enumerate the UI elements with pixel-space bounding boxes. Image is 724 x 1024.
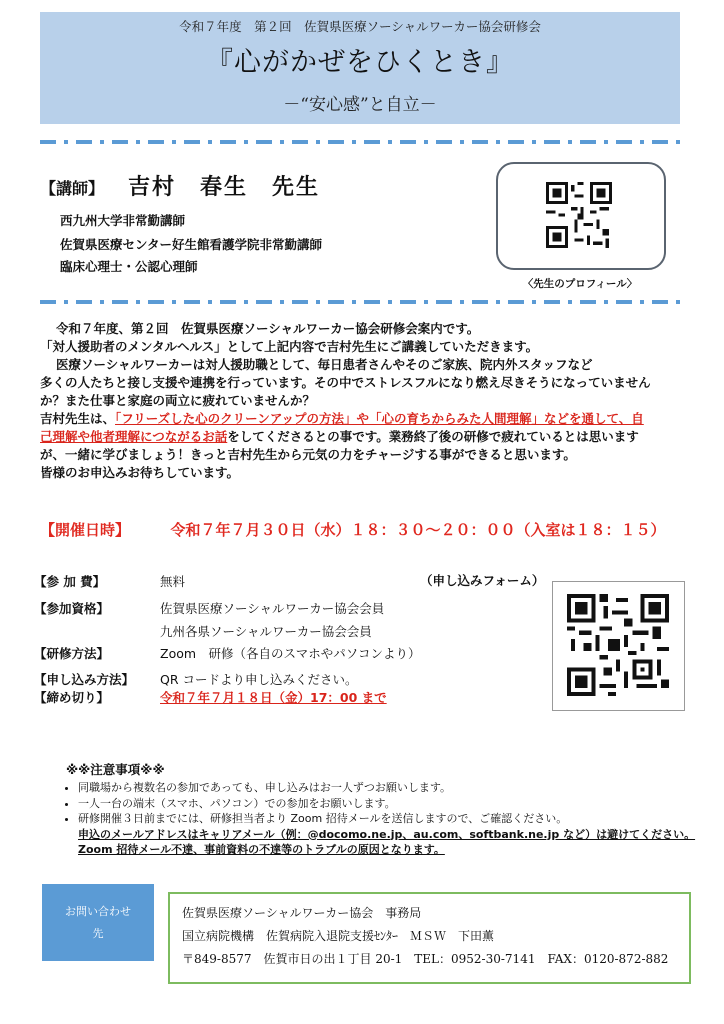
lecturer-label: 【講師】 bbox=[40, 179, 105, 198]
intro-line bbox=[40, 410, 700, 428]
header-tagline: －“安心感”と自立－ bbox=[283, 95, 437, 115]
notes-list bbox=[60, 780, 718, 858]
page-title: 『心がかぜをひくとき』 bbox=[206, 47, 514, 78]
application-form-qr-frame bbox=[552, 581, 685, 711]
intro-text: をしてくださるとの事です。業務終了後の研修で疲れているとは思います bbox=[227, 429, 639, 444]
intro-line: 医療ソーシャルワーカーは対人援助職として、毎日患者さんやそのご家族、院内外スタッフなど bbox=[56, 357, 593, 372]
intro-line bbox=[40, 428, 700, 446]
profile-qr-code[interactable] bbox=[546, 182, 612, 248]
qualification-label: 【参加資格】 bbox=[34, 601, 110, 616]
profile-qr-frame bbox=[496, 162, 666, 270]
intro-line: か？また仕事と家庭の両立に疲れていませんか？ bbox=[40, 393, 316, 408]
deadline-value: 令和７年７月１８日（金）17：00 まで bbox=[160, 690, 387, 705]
intro-highlight: 「フリーズした心のクリーンアップの方法」や「心の育ちからみた人間理解」などを通して、自 bbox=[115, 411, 644, 426]
intro-paragraph bbox=[40, 320, 700, 482]
deadline-label: 【締め切り】 bbox=[34, 690, 110, 705]
list-item bbox=[78, 811, 718, 858]
dotted-divider-top bbox=[40, 140, 680, 144]
lecturer-name: 吉村 春生 先生 bbox=[128, 175, 321, 200]
note-emphasis: 申込のメールアドレスはキャリアメール（例：@docomo.ne.jp、au.com、softbank.ne.jp など）は避けてください。Zoom 招待メール不達、事前資料の不達等のトラブルの原因となります。 bbox=[78, 827, 696, 856]
lecturer-role-1: 西九州大学非常勤講師 bbox=[60, 213, 186, 228]
event-date-label: 【開催日時】 bbox=[40, 521, 131, 539]
notes-title: ※※注意事項※※ bbox=[66, 762, 165, 777]
lecturer-role-3: 臨床心理士・公認心理師 bbox=[60, 259, 198, 274]
event-date-value: 令和７年７月３０日（水）１８：３０〜２０：００（入室は１８：１５） bbox=[170, 521, 666, 539]
method-label: 【研修方法】 bbox=[34, 646, 110, 661]
form-label: （申し込みフォーム） bbox=[420, 573, 545, 588]
qualification-value-2: 九州各県ソーシャルワーカー協会会員 bbox=[160, 624, 372, 639]
intro-line: 多くの人たちと接し支援や連携を行っています。その中でストレスフルになり燃え尽きそうになっていません bbox=[40, 375, 651, 390]
intro-line: 「対人援助者のメンタルヘルス」として上記内容で吉村先生にご講義していただきます。 bbox=[40, 339, 539, 354]
intro-text: 吉村先生は、 bbox=[40, 411, 116, 426]
intro-line: 皆様のお申込みお待ちしています。 bbox=[40, 465, 240, 480]
fee-label: 【参 加 費】 bbox=[34, 574, 106, 589]
intro-line: 令和７年度、第２回 佐賀県医療ソーシャルワーカー協会研修会案内です。 bbox=[56, 321, 480, 336]
fee-value: 無料 bbox=[160, 574, 186, 589]
apply-label: 【申し込み方法】 bbox=[34, 672, 135, 687]
qualification-value-1: 佐賀県医療ソーシャルワーカー協会会員 bbox=[160, 601, 385, 616]
application-form-qr-code[interactable] bbox=[567, 594, 669, 696]
contact-org: 佐賀県医療ソーシャルワーカー協会 事務局 bbox=[182, 906, 422, 920]
contact-person: 国立病院機構 佐賀病院入退院支援ｾﾝﾀｰ ＭＳＷ 下田薫 bbox=[182, 929, 495, 943]
method-value: Zoom 研修（各自のスマホやパソコンより） bbox=[160, 646, 421, 661]
apply-value: QR コードより申し込みください。 bbox=[160, 672, 358, 687]
note-text: 研修開催３日前までには、研修担当者より Zoom 招待メールを送信しますので、ご確認ください。 bbox=[78, 812, 568, 825]
contact-button[interactable]: お問い合わせ先 bbox=[42, 884, 154, 961]
profile-qr-caption: 〈先生のプロフィール〉 bbox=[522, 278, 638, 290]
lecturer-role-2: 佐賀県医療センター好生館看護学院非常勤講師 bbox=[60, 237, 323, 252]
event-datetime bbox=[40, 519, 666, 540]
dotted-divider-middle bbox=[40, 300, 680, 304]
header-subtitle: 令和７年度 第２回 佐賀県医療ソーシャルワーカー協会研修会 bbox=[179, 19, 541, 34]
list-item: • 一人一台の端末（スマホ、パソコン）での参加をお願いします。 bbox=[78, 796, 718, 812]
contact-address: 〒849-8577 佐賀市日の出１丁目 20-1 TEL：0952-30-7141 FAX：0120-872-882 bbox=[182, 952, 669, 966]
intro-line: が、一緒に学びましょう！きっと吉村先生から元気の力をチャージする事ができると思います。 bbox=[40, 447, 576, 462]
list-item: • 同職場から複数名の参加であっても、申し込みはお一人ずつお願いします。 bbox=[78, 780, 718, 796]
intro-highlight: 己理解や他者理解につながるお話 bbox=[40, 429, 228, 444]
